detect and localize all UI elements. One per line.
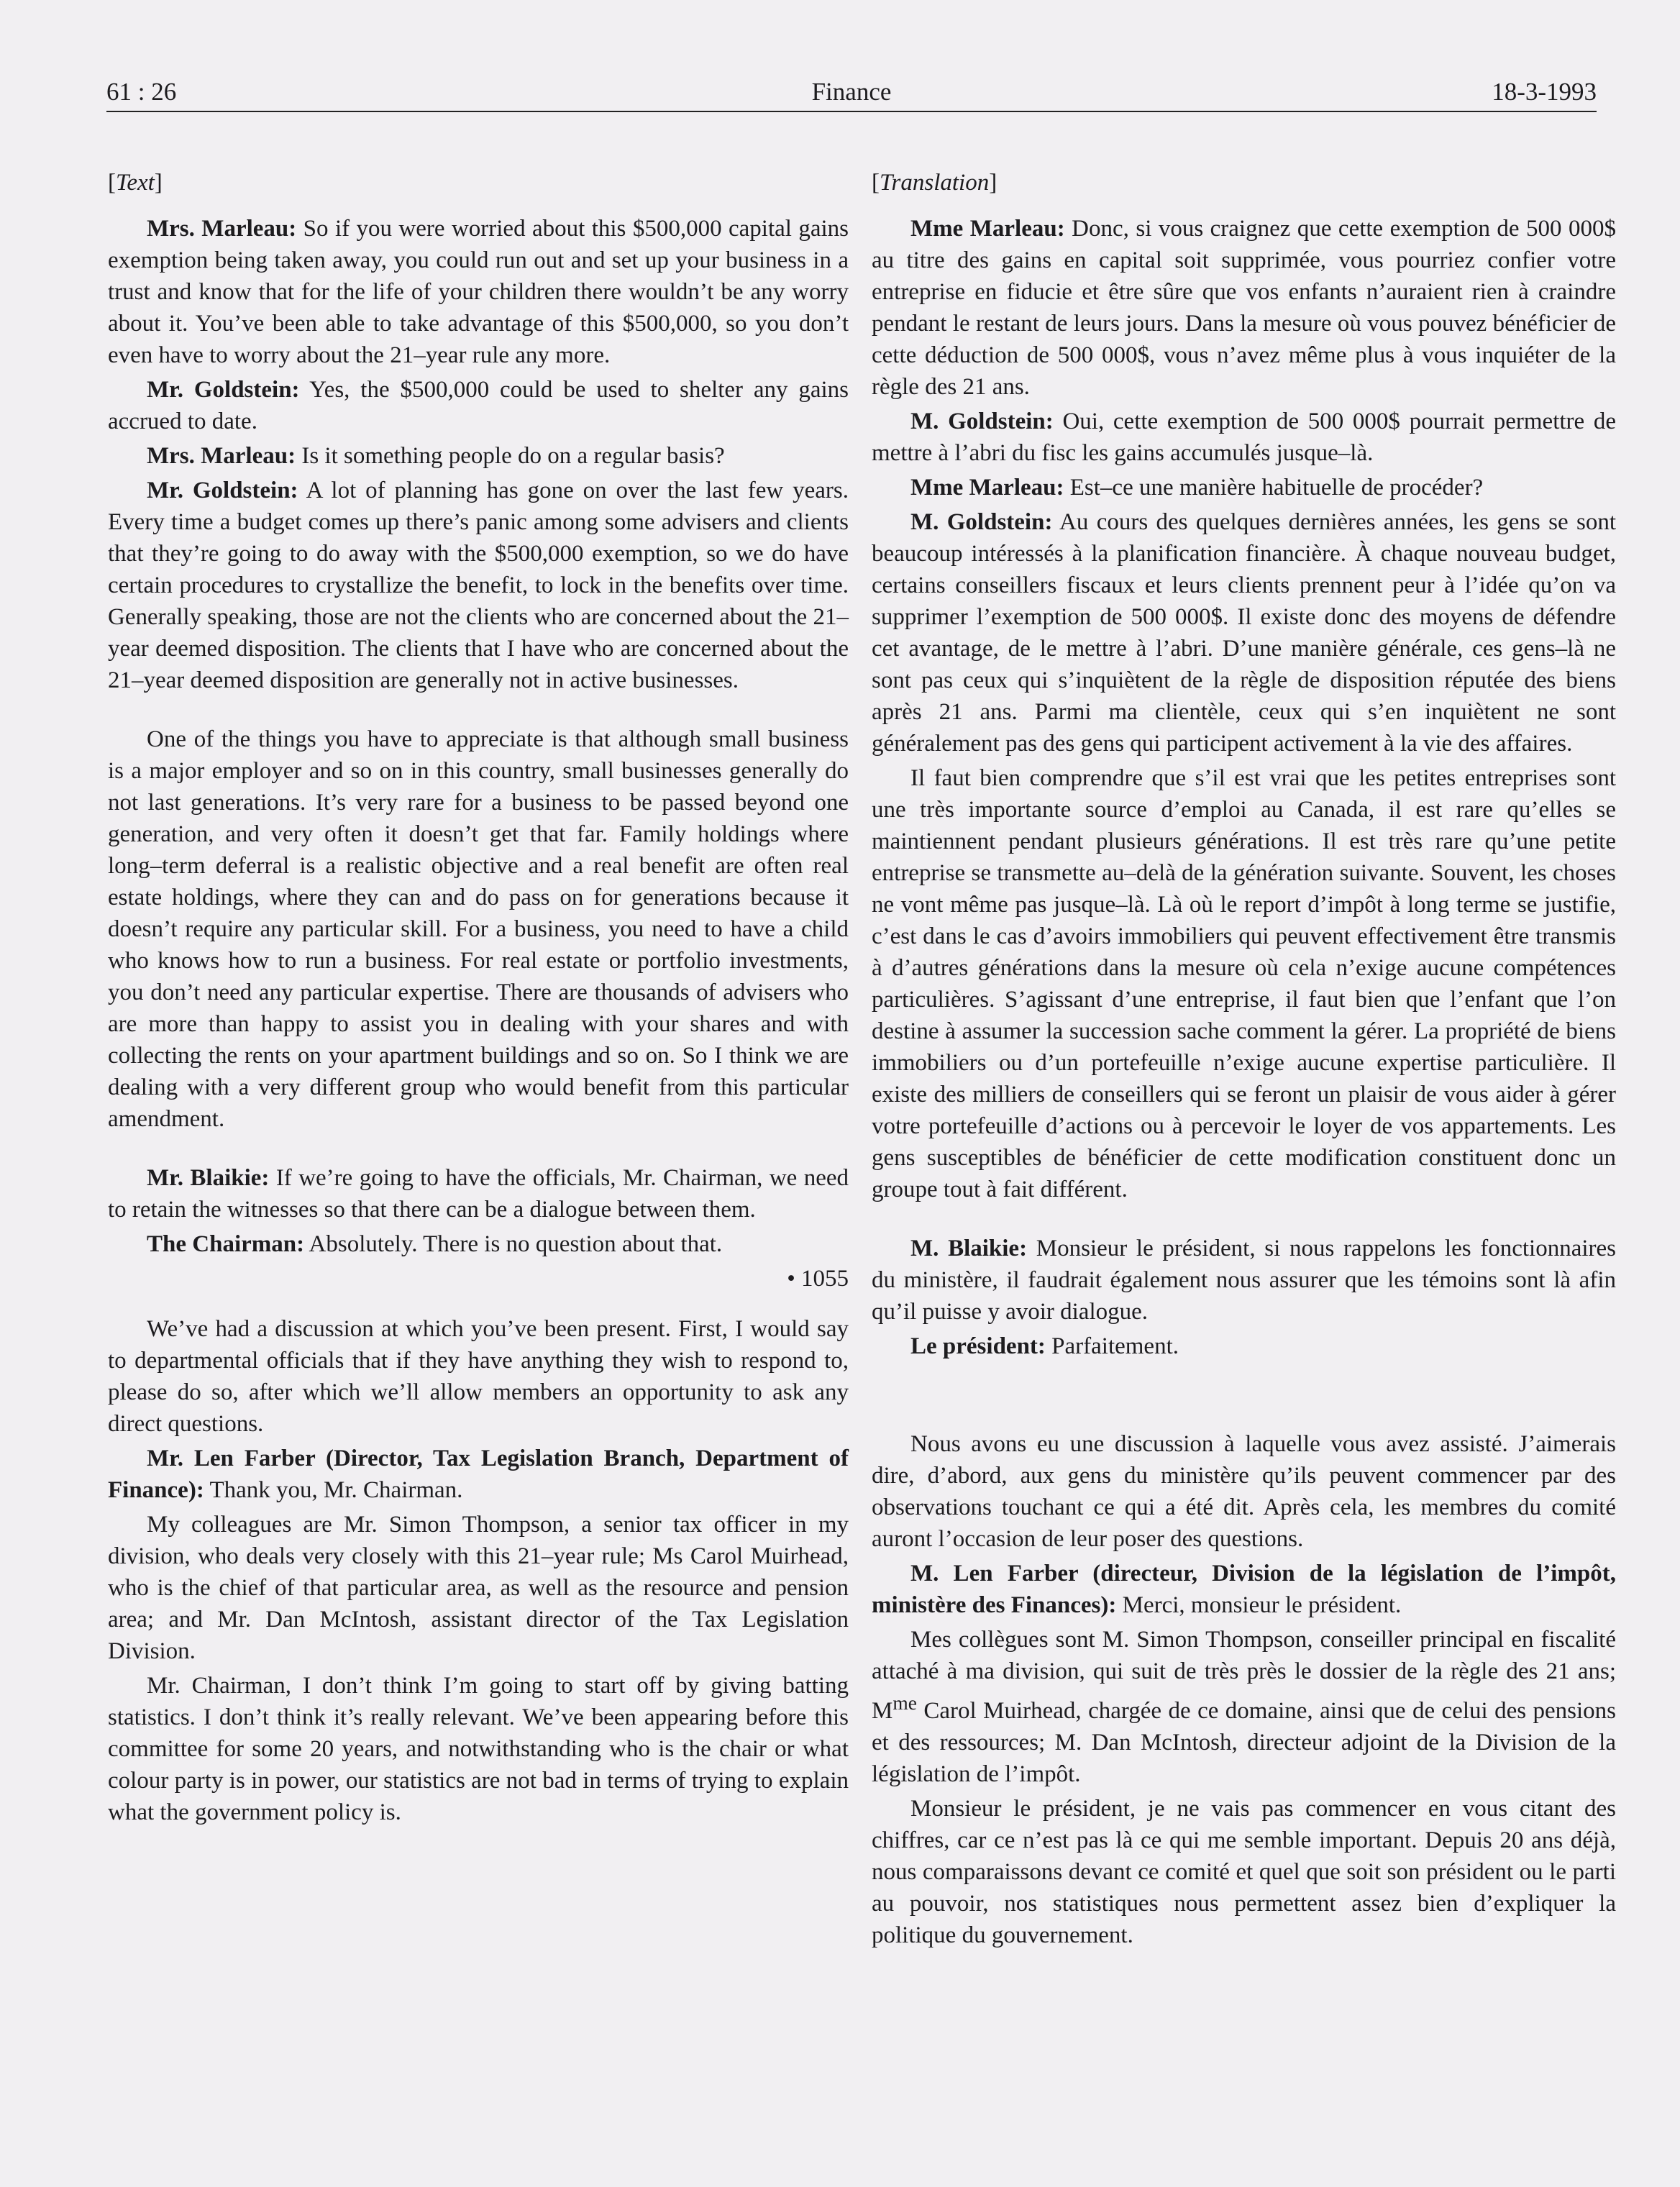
- paragraph: One of the things you have to appreciate is that although small business is a major employer and so on in this country, small businesses generally do not last generations. It’s very rare for a business to be passed beyond one generation, and very often it doesn’t get that far. Family holdings where long–term deferral is a realistic objective and a real benefit are often real estate holdings, where they can and do pass on for generations because it doesn’t require any particular skill. For a business, you need to have a child who knows how to run a business. For real estate or portfolio investments, you don’t need any particular expertise. There are thousands of advisers who are more than happy to assist you in dealing with your shares and with collecting the rents on your apartment buildings and so on. So I think we are dealing with a very different group who would benefit from this particular amendment.: [108, 726, 849, 1132]
- speaker-name: M. Goldstein:: [910, 509, 1053, 535]
- paragraph: Mr. Goldstein: Yes, the $500,000 could be used to shelter any gains accrued to date.: [108, 377, 849, 434]
- speaker-name: Mr. Goldstein:: [147, 377, 300, 403]
- header-rule: [106, 111, 1597, 112]
- speaker-name: Le président:: [910, 1333, 1046, 1359]
- speaker-name: Mr. Blaikie:: [147, 1165, 270, 1191]
- time-marker: • 1055: [787, 1266, 849, 1292]
- paragraph: Monsieur le président, je ne vais pas commencer en vous citant des chiffres, car ce n’est pas là ce qui me semble important. Depuis 20 ans déjà, nous comparaissons devant ce comité et quel que soit son président ou le parti au pouvoir, nos statistiques nous permettent assez bien d’expliquer la politique du gouvernement.: [872, 1796, 1616, 1948]
- speaker-name: Mme Marleau:: [910, 216, 1065, 242]
- paragraph: Mr. Goldstein: A lot of planning has gone on over the last few years. Every time a budget comes up there’s panic among some advisers and clients that they’re going to do away with the $500,000 exemption, so we do have certain procedures to crystallize the benefit, to lock in the benefits over time. Generally speaking, those are not the clients who are concerned about the 21–year deemed disposition. The clients that I have who are concerned about the 21–year deemed disposition are generally not in active businesses.: [108, 478, 849, 693]
- paragraph: Mme Marleau: Donc, si vous craignez que cette exemption de 500 000$ au titre des gains en capital soit supprimée, vous pourriez confier votre entreprise en fiducie et être sûre que vos enfants n’auraient rien à craindre pendant le restant de leurs jours. Dans la mesure où vous pouvez bénéficier de cette déduction de 500 000$, vous n’avez même plus à vous inquiéter de la règle des 21 ans.: [872, 216, 1616, 400]
- paragraph: M. Len Farber (directeur, Division de la législation de l’impôt, ministère des Finances): Merci, monsieur le président.: [872, 1561, 1616, 1618]
- paragraph: Mr. Len Farber (Director, Tax Legislation Branch, Department of Finance): Thank you, Mr. Chairman.: [108, 1446, 849, 1503]
- paragraph: Mrs. Marleau: So if you were worried about this $500,000 capital gains exemption being taken away, you could run out and set up your business in a trust and know that for the life of your children there wouldn’t be any worry about it. You’ve been able to take advantage of this $500,000, so you don’t even have to worry about the 21–year rule any more.: [108, 216, 849, 368]
- speaker-name: The Chairman:: [147, 1231, 305, 1257]
- page-date: 18-3-1993: [1492, 78, 1597, 106]
- paragraph: Mr. Blaikie: If we’re going to have the officials, Mr. Chairman, we need to retain the witnesses so that there can be a dialogue between them.: [108, 1165, 849, 1223]
- speaker-name: Mr. Goldstein:: [147, 478, 298, 503]
- speaker-name: Mrs. Marleau:: [147, 443, 296, 469]
- paragraph: Mr. Chairman, I don’t think I’m going to start off by giving batting statistics. I don’t think it’s really relevant. We’ve been appearing before this committee for some 20 years, and notwithstanding who is the chair or what colour party is in power, our statistics are not bad in terms of trying to explain what the government policy is.: [108, 1673, 849, 1825]
- paragraph: M. Goldstein: Au cours des quelques dernières années, les gens se sont beaucoup intéressés à la planification financière. À chaque nouveau budget, certains conseillers fiscaux et leurs clients prennent peur à l’idée qu’on va supprimer l’exemption de 500 000$. Il existe donc des moyens de défendre cet avantage, de le mettre à l’abri. D’une manière générale, ces gens–là ne sont pas ceux qui s’inquiètent de la règle de disposition réputée des biens après 21 ans. Parmi ma clientèle, ceux qui s’en inquiètent ne sont généralement pas des gens qui participent activement à la vie des affaires.: [872, 509, 1616, 757]
- speaker-name: M. Blaikie:: [910, 1236, 1028, 1261]
- page-header: [106, 78, 1597, 114]
- speaker-name: M. Len Farber (directeur, Division de la législation de l’impôt, ministère des Finances):: [872, 1561, 1616, 1618]
- section-tag-translation: [Translation]: [872, 170, 998, 196]
- superscript: me: [892, 1691, 917, 1714]
- paragraph: My colleagues are Mr. Simon Thompson, a senior tax officer in my division, who deals very closely with this 21–year rule; Ms Carol Muirhead, who is the chief of that particular area, as well as the resource and pension area; and Mr. Dan McIntosh, assistant director of the Tax Legislation Division.: [108, 1512, 849, 1664]
- paragraph: Mrs. Marleau: Is it something people do on a regular basis?: [147, 443, 725, 469]
- english-column: [108, 167, 849, 1831]
- speaker-name: Mr. Len Farber (Director, Tax Legislation Branch, Department of Finance):: [108, 1446, 849, 1503]
- paragraph: Le président: Parfaitement.: [910, 1333, 1179, 1359]
- paragraph: Mme Marleau: Est–ce une manière habituelle de procéder?: [910, 475, 1484, 501]
- speaker-name: Mrs. Marleau:: [147, 216, 297, 242]
- page-number: 61 : 26: [106, 78, 177, 106]
- paragraph: M. Goldstein: Oui, cette exemption de 500 000$ pourrait permettre de mettre à l’abri du fisc les gains accumulés jusque–là.: [872, 408, 1617, 466]
- speaker-name: Mme Marleau:: [910, 475, 1064, 501]
- french-column: [872, 167, 1616, 1954]
- paragraph: Il faut bien comprendre que s’il est vrai que les petites entreprises sont une très importante source d’emploi au Canada, il est rare qu’elles se maintiennent pendant plusieurs générations. Il est très rare qu’une petite entreprise se transmette au–delà de la génération suivante. Souvent, les choses ne vont même pas jusque–là. Là où le report d’impôt à long terme se justifie, c’est dans le cas d’avoirs immobiliers qui peuvent effectivement être transmis à d’autres générations dans la mesure où cela n’exige aucune compétences particulières. S’agissant d’une entreprise, il faut bien que l’enfant que l’on destine à assumer la succession sache comment la gérer. La propriété de biens immobiliers ou d’un portefeuille n’exige aucune expertise particulière. Il existe des milliers de conseillers qui se feront un plaisir de vous aider à gérer votre portefeuille d’actions ou à percevoir le loyer de vos appartements. Les gens susceptibles de bénéficier de cette modification constituent donc un groupe tout à fait différent.: [872, 765, 1616, 1202]
- running-title: Finance: [811, 78, 892, 106]
- speaker-name: M. Goldstein:: [910, 408, 1054, 434]
- paragraph: Nous avons eu une discussion à laquelle vous avez assisté. J’aimerais dire, d’abord, aux gens du ministère qu’ils peuvent commencer par des observations touchant ce qui a été dit. Après cela, les membres du comité auront l’occasion de leur poser des questions.: [872, 1431, 1616, 1552]
- paragraph: We’ve had a discussion at which you’ve been present. First, I would say to departmental officials that if they have anything they wish to respond to, please do so, after which we’ll allow members an opportunity to ask any direct questions.: [108, 1316, 849, 1437]
- section-tag-text: [Text]: [108, 170, 163, 196]
- paragraph: Mes collègues sont M. Simon Thompson, conseiller principal en fiscalité attaché à ma division, qui suit de très près le dossier de la règle des 21 ans; $M^{me}$ Carol Muirhead, chargée de ce domaine, ainsi que de celui des pensions et des ressources; M. Dan McIntosh, directeur adjoint de la Division de la législation de l’impôt.: [872, 1627, 1616, 1787]
- paragraph: M. Blaikie: Monsieur le président, si nous rappelons les fonctionnaires du ministère, il faudrait également nous assurer que les témoins sont là afin qu’il puisse y avoir dialogue.: [872, 1236, 1617, 1325]
- marker-spacer: [872, 1365, 1616, 1401]
- paragraph: The Chairman: Absolutely. There is no question about that.: [147, 1231, 723, 1257]
